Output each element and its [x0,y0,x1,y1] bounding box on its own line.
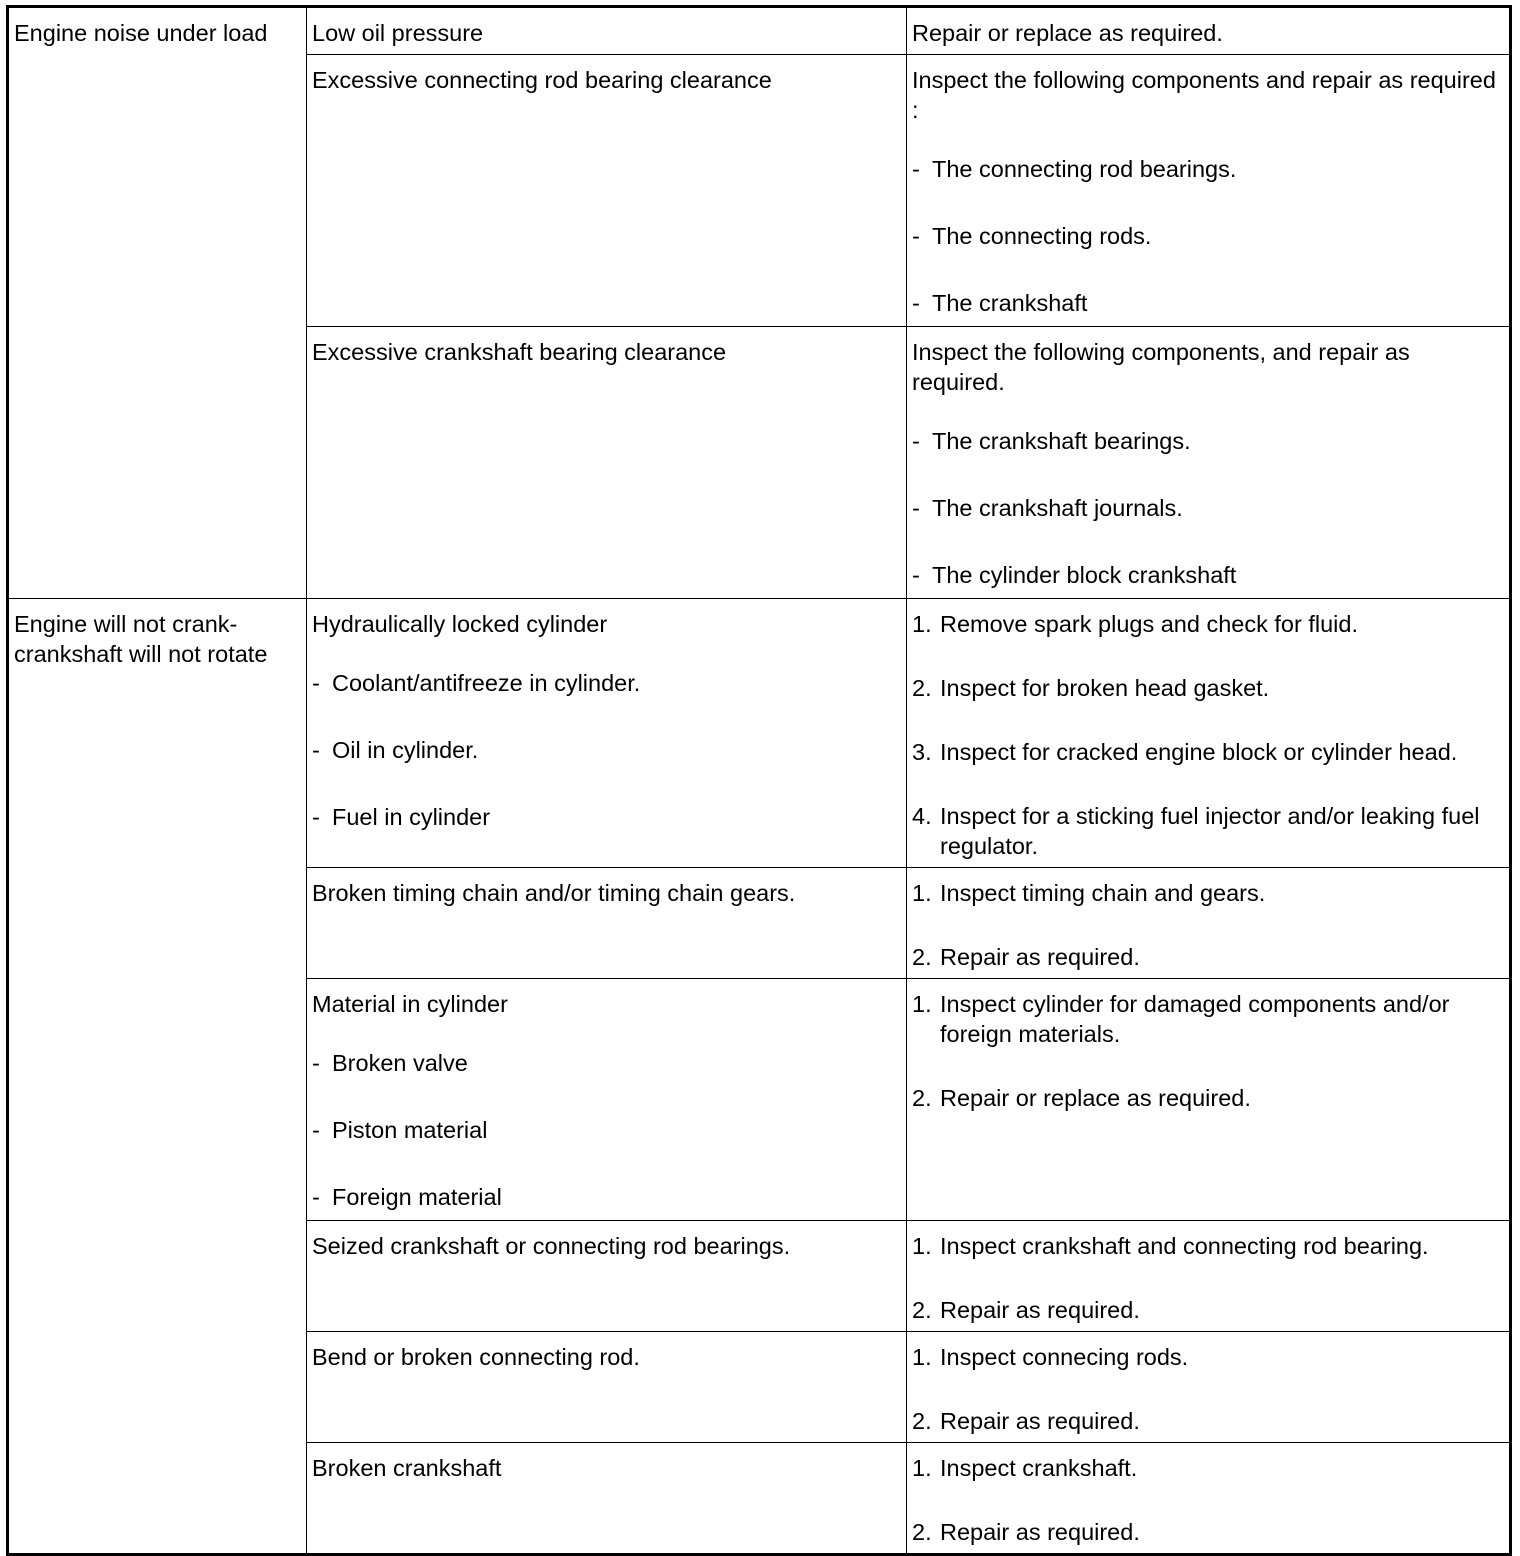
dash-bullet: - [312,670,320,696]
list-item: - The crankshaft journals. [912,495,1183,521]
list-item: - The crankshaft [912,290,1088,316]
numbered-step: 4. Inspect for a sticking fuel injector and/or leaking fuel regulator. [912,803,1480,859]
cause-text: Material in cylinder [312,991,508,1017]
numbered-step: 2. Repair as required. [912,944,1140,970]
dash-bullet: - [912,156,920,182]
numbered-step: 2. Repair as required. [912,1519,1140,1545]
cause-cell [307,979,907,1221]
correction-cell [907,7,1511,55]
dash-bullet: - [912,223,920,249]
list-item: - The connecting rods. [912,223,1152,249]
numbered-step: 2. Repair as required. [912,1408,1140,1434]
cause-cell [307,1332,907,1443]
cause-cell [307,868,907,979]
cause-text: Excessive crankshaft bearing clearance [312,339,727,365]
cause-cell [307,55,907,327]
table-row [8,599,1511,868]
cause-text: Low oil pressure [312,20,484,46]
list-item: - The crankshaft bearings. [912,428,1191,454]
list-item: - Oil in cylinder. [312,737,479,763]
cause-text: Excessive connecting rod bearing clearance [312,67,772,93]
correction-cell [907,1443,1511,1555]
correction-cell [907,1332,1511,1443]
list-item: - The connecting rod bearings. [912,156,1237,182]
list-item: - Coolant/antifreeze in cylinder. [312,670,641,696]
dash-bullet: - [312,1184,320,1210]
correction-cell [907,1221,1511,1332]
symptom-cell [8,599,307,1555]
symptom-cell [8,7,307,599]
numbered-step: 2. Repair or replace as required. [912,1085,1251,1111]
diagnosis-table [6,5,1512,1556]
numbered-step: 1. Inspect timing chain and gears. [912,880,1266,906]
cause-cell [307,7,907,55]
cause-text: Seized crankshaft or connecting rod bearings. [312,1233,791,1259]
numbered-step: 1. Inspect crankshaft and connecting rod bearing. [912,1233,1429,1259]
cause-cell [307,1221,907,1332]
cause-text: Hydraulically locked cylinder [312,611,608,637]
numbered-step: 1. Inspect connecing rods. [912,1344,1189,1370]
dash-bullet: - [312,1117,320,1143]
correction-text: Inspect the following components and repair as required : [912,67,1496,123]
numbered-step: 1. Remove spark plugs and check for fluid. [912,611,1358,637]
cause-cell [307,327,907,599]
list-item: - Fuel in cylinder [312,804,491,830]
dash-bullet: - [912,562,920,588]
dash-bullet: - [312,1050,320,1076]
list-item: - The cylinder block crankshaft [912,562,1237,588]
dash-bullet: - [912,495,920,521]
symptom-text: Engine will not crank-crankshaft will not rotate [14,611,268,667]
numbered-step: 1. Inspect cylinder for damaged components and/or foreign materials. [912,991,1450,1047]
cause-cell [307,1443,907,1555]
correction-cell [907,327,1511,599]
correction-cell [907,868,1511,979]
cause-text: Broken timing chain and/or timing chain gears. [312,880,796,906]
correction-cell [907,55,1511,327]
correction-text: Inspect the following components, and repair as required. [912,339,1410,395]
list-item: - Broken valve [312,1050,468,1076]
correction-text: Repair or replace as required. [912,20,1223,46]
dash-bullet: - [312,804,320,830]
list-item: - Foreign material [312,1184,502,1210]
dash-bullet: - [312,737,320,763]
numbered-step: 2. Inspect for broken head gasket. [912,675,1270,701]
table-row [8,7,1511,55]
cause-text: Bend or broken connecting rod. [312,1344,640,1370]
numbered-step: 2. Repair as required. [912,1297,1140,1323]
symptom-text: Engine noise under load [14,20,268,46]
dash-bullet: - [912,428,920,454]
dash-bullet: - [912,290,920,316]
correction-cell [907,979,1511,1221]
cause-cell [307,599,907,868]
cause-text: Broken crankshaft [312,1455,502,1481]
numbered-step: 3. Inspect for cracked engine block or cylinder head. [912,739,1458,765]
numbered-step: 1. Inspect crankshaft. [912,1455,1138,1481]
list-item: - Piston material [312,1117,488,1143]
correction-cell [907,599,1511,868]
